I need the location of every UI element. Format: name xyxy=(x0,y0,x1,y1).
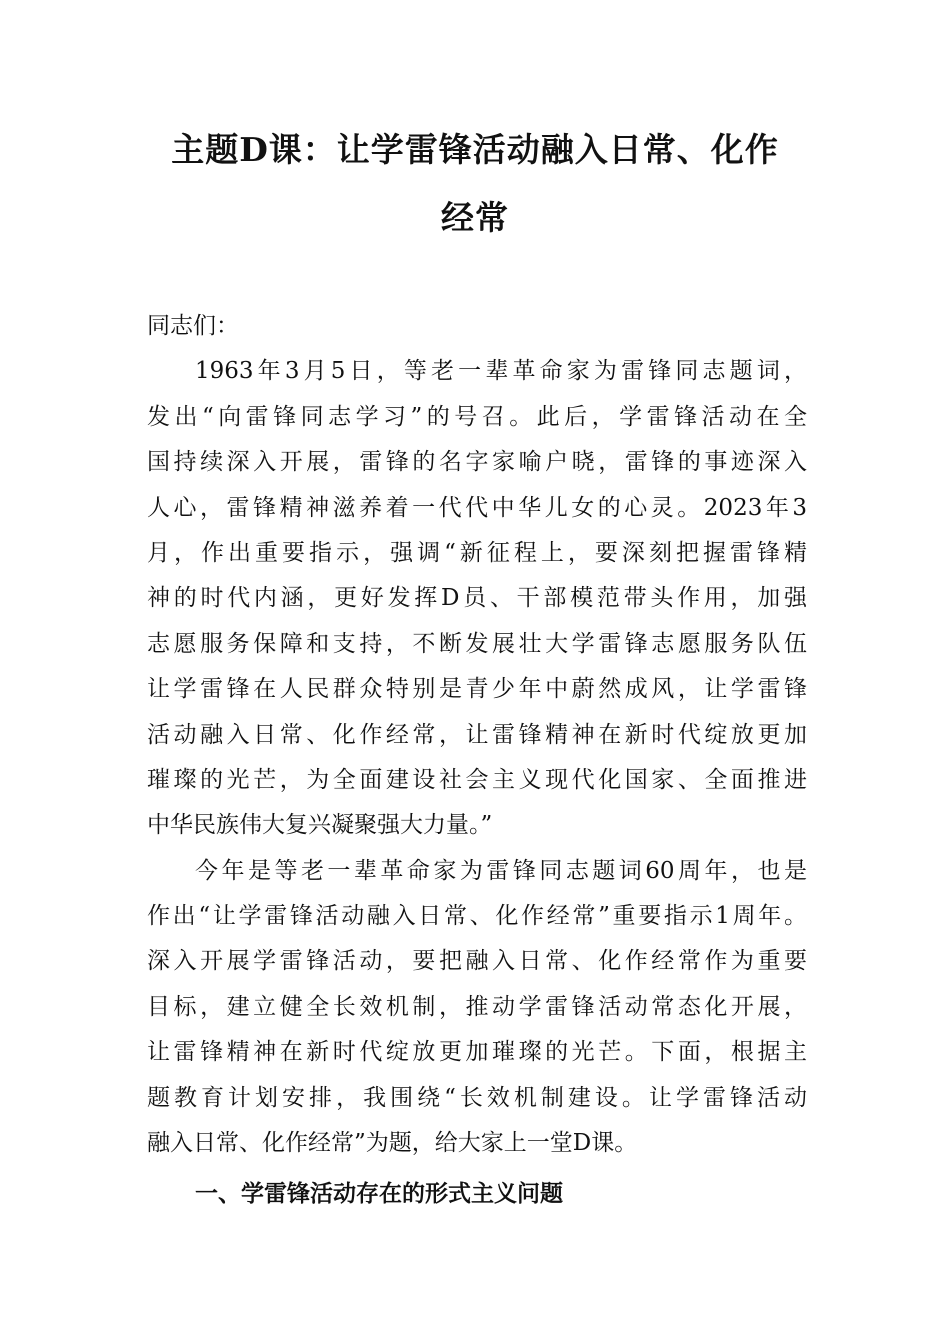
paragraph-line: 题教育计划安排，我围绕“长效机制建设。让学雷锋活动 xyxy=(147,1084,807,1111)
paragraph-line: 目标，建立健全长效机制，推动学雷锋活动常态化开展， xyxy=(147,993,807,1020)
document-title xyxy=(0,116,950,252)
paragraph-line: 让雷锋精神在新时代绽放更加璀璨的光芒。下面，根据主 xyxy=(147,1039,807,1066)
paragraph-line: 让学雷锋在人民群众特别是青少年中蔚然成风，让学雷锋 xyxy=(147,676,807,703)
paragraph-line: 月，作出重要指示，强调“新征程上，要深刻把握雷锋精 xyxy=(147,539,807,566)
title-line: 主题D课：让学雷锋活动融入日常、化作 xyxy=(171,130,779,169)
paragraph-line: 神的时代内涵，更好发挥D员、干部模范带头作用，加强 xyxy=(147,585,807,612)
paragraph xyxy=(147,849,807,1167)
paragraph-line: 融入日常、化作经常”为题，给大家上一堂D课。 xyxy=(147,1130,638,1157)
paragraph-line: 深入开展学雷锋活动，要把融入日常、化作经常作为重要 xyxy=(147,948,807,975)
salutation: 同志们： xyxy=(147,313,239,339)
paragraph-line: 今年是等老一辈革命家为雷锋同志题词60周年，也是 xyxy=(195,857,807,884)
paragraph-line: 发出“向雷锋同志学习”的号召。此后，学雷锋活动在全 xyxy=(147,403,807,430)
paragraph-line: 人心，雷锋精神滋养着一代代中华儿女的心灵。2023年3 xyxy=(147,494,807,521)
title-line: 经常 xyxy=(441,198,509,237)
paragraph-line: 国持续深入开展，雷锋的名字家喻户晓，雷锋的事迹深入 xyxy=(147,449,807,476)
paragraph-line: 作出“让学雷锋活动融入日常、化作经常”重要指示1周年。 xyxy=(147,903,807,930)
section-heading: 一、学雷锋活动存在的形式主义问题 xyxy=(195,1181,563,1208)
paragraph-line: 1963年3月5日，等老一辈革命家为雷锋同志题词， xyxy=(195,358,807,385)
document-body xyxy=(147,304,807,1218)
paragraph-line: 志愿服务保障和支持，不断发展壮大学雷锋志愿服务队伍 xyxy=(147,630,807,657)
paragraph-line: 中华民族伟大复兴凝聚强大力量。” xyxy=(147,812,493,839)
paragraph xyxy=(147,349,807,848)
paragraph-line: 璀璨的光芒，为全面建设社会主义现代化国家、全面推进 xyxy=(147,766,807,793)
paragraph-line: 活动融入日常、化作经常，让雷锋精神在新时代绽放更加 xyxy=(147,721,807,748)
